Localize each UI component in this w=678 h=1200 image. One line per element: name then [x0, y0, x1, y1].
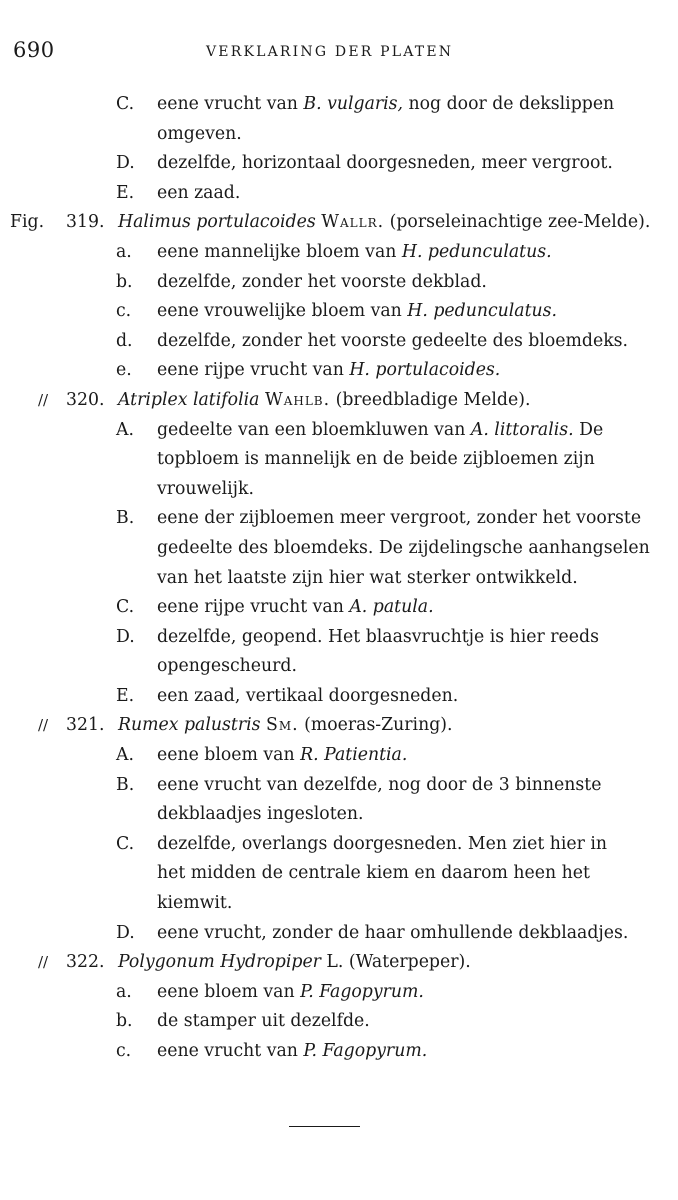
ditto-mark: //	[38, 716, 49, 735]
author-name: Wahlb.	[264, 389, 331, 410]
item-text	[157, 179, 240, 209]
text-run: eene bloem van	[157, 745, 301, 766]
text-run: vrouwelijk.	[157, 478, 254, 499]
text-run: eene vrucht van	[157, 94, 304, 114]
item-text	[157, 741, 407, 771]
text-run: dezelfde, overlangs doorgesneden. Men ziet hier in	[157, 833, 608, 854]
italic-text: A. patula.	[349, 597, 434, 618]
description-line	[0, 90, 678, 120]
description-line	[0, 238, 678, 268]
text-run: dekblaadjes ingesloten.	[157, 804, 364, 825]
italic-text: A. littoralis.	[470, 419, 574, 440]
text-run: nog door de dekslippen	[403, 94, 615, 114]
item-text	[157, 120, 242, 150]
item-text	[157, 652, 297, 682]
text-run: eene vrouwelijke bloem van	[157, 301, 408, 322]
text-run: dezelfde, zonder het voorste dekblad.	[157, 271, 487, 292]
item-text	[157, 859, 590, 889]
figure-number: 322.	[66, 952, 105, 973]
italic-text: H. pedunculatus.	[401, 241, 552, 262]
text-run: dezelfde, horizontaal doorgesneden, meer vergroot.	[157, 153, 613, 174]
description-line	[0, 445, 678, 475]
text-run: eene vrucht van	[157, 1041, 304, 1061]
text-run: gedeelte van een bloemkluwen van	[157, 419, 471, 440]
item-text	[157, 593, 434, 623]
item-marker: B.	[116, 774, 135, 795]
plate-explanation-body	[0, 90, 678, 1067]
italic-text: Polygonum Hydropiper	[118, 952, 321, 973]
description-line	[0, 356, 678, 386]
item-text	[157, 889, 232, 919]
item-text	[157, 564, 578, 594]
text-run: eene der zijbloemen meer vergroot, zonder het voorste	[157, 508, 642, 529]
description-line	[0, 593, 678, 623]
description-line	[0, 504, 678, 534]
italic-text: H. portulacoides.	[349, 360, 501, 381]
text-run: (moeras-Zuring).	[298, 715, 453, 736]
page-number: 690	[13, 38, 55, 62]
text-run: omgeven.	[157, 123, 242, 144]
item-text	[157, 268, 487, 298]
figure-label: Fig.	[10, 212, 45, 233]
item-marker: E.	[116, 685, 135, 706]
text-run: topbloem is mannelijk en de beide zijbloemen zijn	[157, 449, 595, 470]
italic-text: Halimus portulacoides	[118, 212, 316, 233]
item-text	[157, 534, 650, 564]
item-marker: D.	[116, 153, 135, 174]
end-rule	[289, 1126, 360, 1127]
text-run: een zaad.	[157, 182, 241, 203]
description-line	[0, 741, 678, 771]
item-marker: b.	[116, 271, 133, 292]
item-text	[157, 416, 603, 446]
author-name: Wallr.	[321, 212, 385, 233]
description-line	[0, 564, 678, 594]
text-run: een zaad, vertikaal doorgesneden.	[157, 685, 459, 706]
item-text	[157, 504, 641, 534]
item-text	[157, 356, 500, 386]
item-marker: C.	[116, 94, 135, 114]
page-header	[0, 38, 678, 68]
italic-text: Rumex palustris	[118, 715, 261, 736]
item-marker: A.	[116, 745, 134, 766]
item-text	[157, 475, 254, 505]
description-line	[0, 682, 678, 712]
figure-number: 320.	[66, 389, 105, 410]
item-text	[157, 800, 364, 830]
description-line	[0, 919, 678, 949]
item-marker: C.	[116, 597, 135, 618]
item-text	[157, 297, 557, 327]
italic-text: P. Fagopyrum.	[300, 981, 424, 1002]
ditto-mark: //	[38, 390, 49, 409]
ditto-mark: //	[38, 953, 49, 972]
italic-text: Atriplex latifolia	[118, 389, 260, 410]
italic-text: B. vulgaris,	[303, 94, 404, 114]
description-line	[0, 623, 678, 653]
text-run: eene mannelijke bloem van	[157, 241, 402, 262]
item-marker: D.	[116, 922, 135, 943]
description-line	[0, 149, 678, 179]
description-line	[0, 1037, 678, 1067]
figure-title	[118, 948, 471, 978]
text-run: (porseleinachtige zee-Melde).	[384, 212, 651, 233]
item-text	[157, 445, 595, 475]
text-run: De	[573, 419, 604, 440]
text-run: kiemwit.	[157, 893, 233, 914]
item-text	[157, 90, 614, 120]
italic-text: R. Patientia.	[300, 745, 408, 766]
text-run: opengescheurd.	[157, 656, 297, 677]
item-text	[157, 919, 628, 949]
text-run: dezelfde, zonder het voorste gedeelte des bloemdeks.	[157, 330, 629, 351]
description-line	[0, 652, 678, 682]
description-line	[0, 297, 678, 327]
text-run: eene vrucht van dezelfde, nog door de 3 binnenste	[157, 774, 602, 795]
description-line	[0, 475, 678, 505]
figure-number: 321.	[66, 715, 105, 736]
item-text	[157, 149, 613, 179]
text-run: eene vrucht, zonder de haar omhullende dekblaadjes.	[157, 922, 629, 943]
item-marker: a.	[116, 981, 132, 1002]
text-run: dezelfde, geopend. Het blaasvruchtje is hier reeds	[157, 626, 599, 647]
description-line	[0, 800, 678, 830]
text-run: eene bloem van	[157, 981, 301, 1002]
text-run: het midden de centrale kiem en daarom heen het	[157, 863, 590, 884]
text-run: gedeelte des bloemdeks. De zijdelingsche aanhangselen	[157, 537, 650, 558]
item-text	[157, 682, 458, 712]
item-text	[157, 978, 424, 1008]
item-text	[157, 238, 552, 268]
description-line	[0, 859, 678, 889]
description-line	[0, 327, 678, 357]
text-run: eene rijpe vrucht van	[157, 360, 350, 381]
item-text	[157, 327, 628, 357]
description-line	[0, 1007, 678, 1037]
running-head: VERKLARING DER PLATEN	[206, 44, 454, 60]
italic-text: H. pedunculatus.	[407, 301, 558, 322]
item-text	[157, 623, 599, 653]
text-run: eene rijpe vrucht van	[157, 597, 350, 618]
item-marker: A.	[116, 419, 134, 440]
text-run: (breedbladige Melde).	[330, 389, 531, 410]
item-marker: E.	[116, 182, 135, 203]
figure-heading	[0, 711, 678, 741]
text-run: de stamper uit dezelfde.	[157, 1011, 370, 1032]
description-line	[0, 120, 678, 150]
item-marker: e.	[116, 360, 132, 381]
item-marker: c.	[116, 1041, 132, 1061]
text-run: L. (Waterpeper).	[320, 952, 471, 973]
item-marker: C.	[116, 833, 135, 854]
description-line	[0, 889, 678, 919]
item-marker: c.	[116, 301, 132, 322]
item-marker: D.	[116, 626, 135, 647]
description-line	[0, 179, 678, 209]
figure-heading	[0, 208, 678, 238]
description-line	[0, 771, 678, 801]
item-marker: b.	[116, 1011, 133, 1032]
italic-text: P. Fagopyrum.	[303, 1041, 428, 1061]
item-marker: B.	[116, 508, 135, 529]
description-line	[0, 268, 678, 298]
item-marker: d.	[116, 330, 133, 351]
item-text	[157, 1007, 370, 1037]
item-text	[157, 1037, 427, 1067]
figure-number: 319.	[66, 212, 105, 233]
figure-title	[118, 208, 650, 238]
author-name: Sm.	[266, 715, 299, 736]
text-run: van het laatste zijn hier wat sterker ontwikkeld.	[157, 567, 578, 588]
description-line	[0, 830, 678, 860]
figure-heading	[0, 948, 678, 978]
description-line	[0, 416, 678, 446]
description-line	[0, 534, 678, 564]
description-line	[0, 978, 678, 1008]
item-marker: a.	[116, 241, 132, 262]
figure-heading	[0, 386, 678, 416]
item-text	[157, 830, 607, 860]
figure-title	[118, 711, 453, 741]
figure-title	[118, 386, 530, 416]
item-text	[157, 771, 601, 801]
